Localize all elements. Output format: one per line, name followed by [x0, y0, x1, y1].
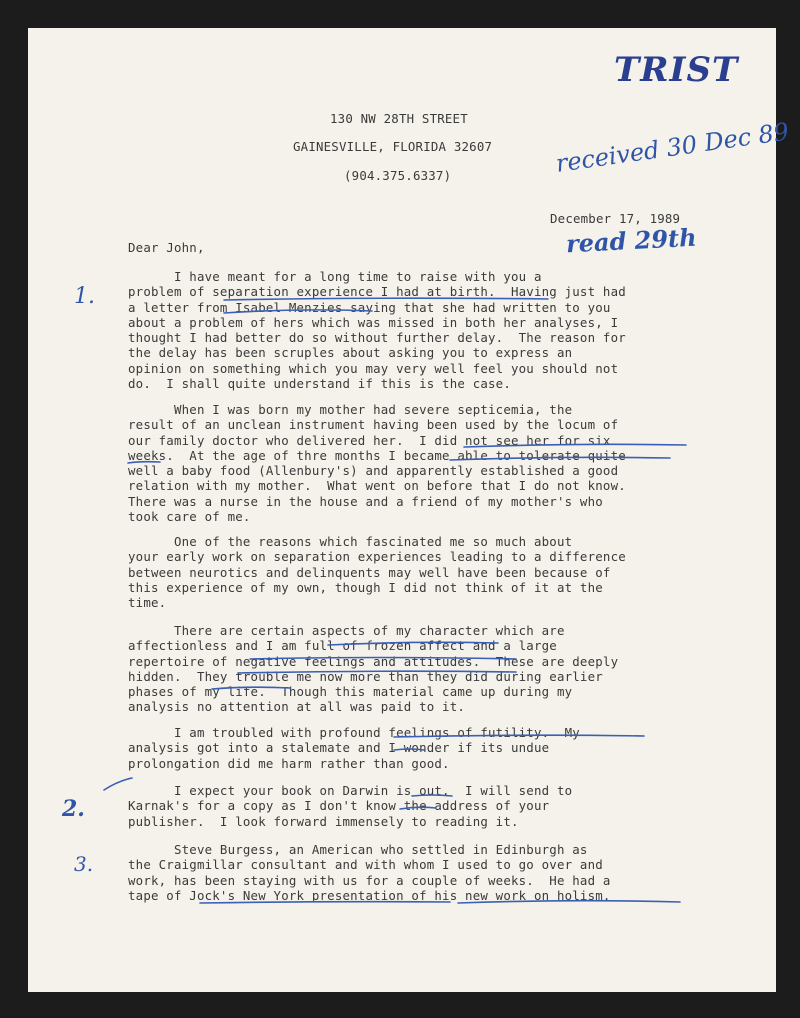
letterhead-phone: (904.375.6337)	[344, 168, 452, 183]
paragraph-2: When I was born my mother had severe septicemia, the result of an unclean instrument having been used by the locum of our family doctor who delivered her. I did not see her for six weeks. At the age of thre months I became able to tolerate quite well a baby food (Allenbury's) and apparently established a good relation with my mother. What went on before that I do not know. There was a nurse in the house and a friend of my mother's who took care of me.	[128, 402, 626, 525]
paragraph-4: There are certain aspects of my character which are affectionless and I am full of frozen affect and a large repertoire of negative feelings and attitudes. These are deeply hidden. They trouble me now more than they did during earlier phases of my life. Though this material came up during my analysis no attention at all was paid to it.	[128, 623, 619, 715]
paragraph-5: I am troubled with profound feelings of futility. My analysis got into a stalemate and I wonder if its undue prolongation did me harm rather than good.	[128, 725, 580, 771]
margin-number-1: 1.	[74, 284, 95, 309]
paragraph-6: I expect your book on Darwin is out. I will send to Karnak's for a copy as I don't know the address of your publisher. I look forward immensely to reading it.	[128, 783, 573, 829]
margin-number-2: 2.	[62, 796, 85, 822]
letterhead-city: GAINESVILLE, FLORIDA 32607	[293, 139, 493, 154]
handwritten-read-note: read 29th	[565, 222, 698, 259]
paragraph-3: One of the reasons which fascinated me so much about your early work on separation experiences leading to a difference between neurotics and delinquents may well have been because of this experience of my own, though I did not think of it at the time.	[128, 534, 626, 611]
margin-number-3: 3.	[74, 852, 94, 876]
letterhead-street: 130 NW 28TH STREET	[330, 111, 468, 126]
paragraph-7: Steve Burgess, an American who settled in Edinburgh as the Craigmillar consultant and with whom I used to go over and work, has been staying with us for a couple of weeks. He had a tape of Jock's New York presentation of his new work on holism.	[128, 842, 611, 903]
paragraph-1: I have meant for a long time to raise with you a problem of separation experience I had at birth. Having just had a letter from Isabel Menzies saying that she had written to you about a problem of hers which was missed in both her analyses, I thought I had better do so without further delay. The reason for the delay has been scruples about asking you to express an opinion on something which you may very well feel you should not do. I shall quite understand if this is the case.	[128, 269, 626, 392]
salutation: Dear John,	[128, 240, 205, 255]
letter-date: December 17, 1989	[550, 211, 681, 226]
handwritten-trist: TRIST	[614, 50, 739, 90]
handwritten-received-note: received 30 Dec 89	[554, 117, 791, 178]
